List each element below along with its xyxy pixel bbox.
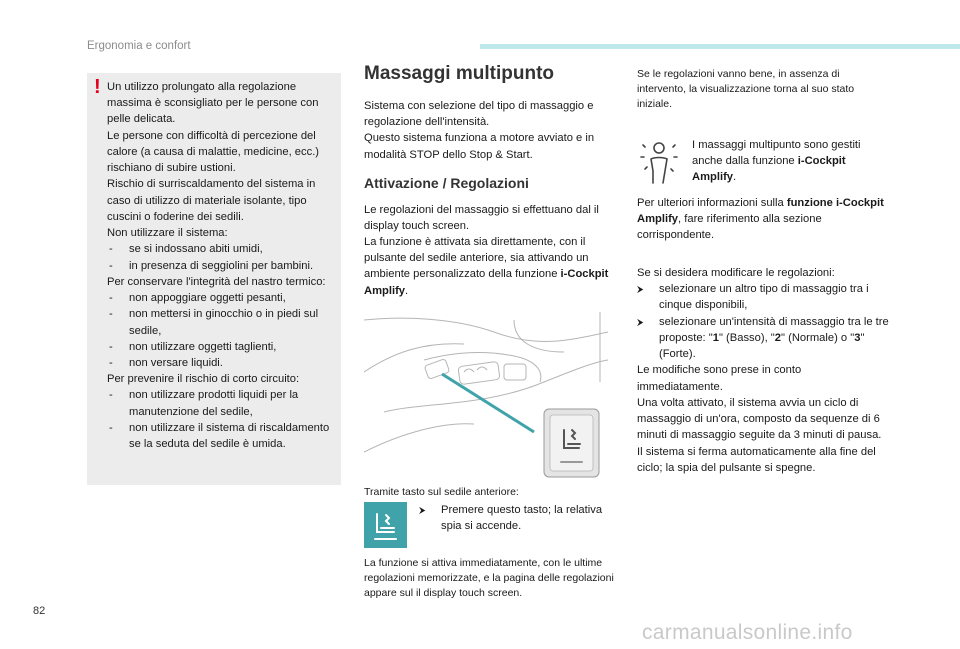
body-paragraph: Il sistema si ferma automaticamente alla fine del ciclo; la spia del pulsante si spegne.: [637, 445, 876, 474]
seat-button-illustration: [364, 312, 608, 480]
header-accent-bar: [480, 44, 960, 49]
intro-paragraph: Questo sistema funziona a motore avviato e in modalità STOP dello Stop & Start.: [364, 132, 595, 161]
illustration-caption: Tramite tasto sul sedile anteriore:: [364, 486, 519, 498]
body-paragraph: [364, 234, 609, 299]
text-span: .: [405, 284, 409, 297]
press-step-row: [364, 502, 609, 550]
text-span: selezionare un'intensità di massaggio tra le tre proposte: ": [659, 315, 889, 344]
list-item: - non versare liquidi.: [107, 355, 333, 371]
watermark: carmanualsonline.info: [642, 621, 853, 644]
warning-paragraph: Per conservare l'integrità del nastro termico:: [107, 275, 326, 288]
list-item: ⮞ selezionare un altro tipo di massaggio tra i cinque disponibili,: [637, 281, 889, 313]
intensity-value: 1: [712, 331, 719, 344]
page-number: 82: [33, 605, 46, 617]
body-paragraph: Le modifiche sono prese in conto immediatamente.: [637, 364, 802, 393]
text-span: I massaggi multipunto sono gestiti anche dalla funzione: [692, 139, 861, 168]
middle-column: [364, 63, 609, 299]
activation-note: La funzione si attiva immediatamente, con le ultime regolazioni memorizzate, e la pagina delle regolazioni appare sul il display touch screen.: [364, 557, 614, 600]
list-item: - se si indossano abiti umidi,: [107, 241, 333, 257]
warning-exclamation-icon: !: [94, 76, 101, 98]
list-item: - non utilizzare prodotti liquidi per la manutenzione del sedile,: [107, 387, 333, 419]
info-block: [637, 195, 887, 252]
warning-list: [107, 241, 333, 273]
list-item: - non utilizzare il sistema di riscaldamento se la seduta del sedile è umida.: [107, 420, 333, 452]
intensity-value: 3: [854, 331, 861, 344]
settings-block: [637, 265, 889, 476]
list-item: - non appoggiare oggetti pesanti,: [107, 290, 333, 306]
list-item: - non mettersi in ginocchio o in piedi sul sedile,: [107, 306, 333, 338]
right-column: [637, 67, 889, 474]
amplify-note: [692, 137, 887, 186]
page-title: Massaggi multipunto: [364, 63, 554, 84]
feature-name: funzione i-Cockpit Amplify: [637, 197, 884, 226]
warning-intro: Un utilizzo prolungato alla regolazione massima è sconsigliato per le persone con pelle delicata.: [107, 81, 319, 126]
warning-list: [107, 387, 333, 452]
text-span: " (Normale) o ": [781, 331, 855, 344]
i-cockpit-amplify-icon: [637, 137, 681, 187]
warning-list: [107, 290, 333, 371]
section-title: Ergonomia e confort: [87, 40, 191, 52]
step-list: [419, 502, 609, 534]
text-span: " (Forte).: [659, 331, 865, 361]
feature-name: i-Cockpit Amplify: [364, 268, 609, 297]
list-item: - non utilizzare oggetti taglienti,: [107, 339, 333, 355]
body-paragraph: Una volta attivato, il sistema avvia un ciclo di massaggio di un'ora, composto da sequenze di 6 minuti di massaggio seguite da 3 minuti di pausa.: [637, 396, 882, 442]
warning-paragraph: Non utilizzare il sistema:: [107, 227, 228, 240]
seat-massage-icon: [364, 502, 407, 548]
intensity-value: 2: [774, 331, 782, 344]
list-item: ⮞ Premere questo tasto; la relativa spia si accende.: [419, 502, 609, 534]
text-span: .: [733, 171, 737, 184]
body-paragraph: Le regolazioni del massaggio si effettuano dal il display touch screen.: [364, 203, 599, 232]
text-span: Per ulteriori informazioni sulla: [637, 197, 784, 209]
warning-box: [87, 73, 341, 485]
step-list: [637, 281, 889, 362]
body-paragraph: Se le regolazioni vanno bene, in assenza di intervento, la visualizzazione torna al suo stato iniziale.: [637, 68, 855, 111]
warning-paragraph: Le persone con difficoltà di percezione del calore (a causa di malattie, medicine, ecc.) rischiano di subire ustioni.: [107, 129, 320, 175]
body-paragraph: [637, 195, 887, 244]
section-heading: Attivazione / Regolazioni: [364, 174, 529, 191]
intro-paragraph: Sistema con selezione del tipo di massaggio e regolazione dell'intensità.: [364, 99, 594, 129]
list-item: - in presenza di seggiolini per bambini.: [107, 258, 333, 274]
text-span: , fare riferimento alla sezione corrispondente.: [637, 213, 822, 242]
text-span: La funzione è attivata sia direttamente, con il pulsante del sedile anteriore, sia attivando un ambiente personalizzato della funzione: [364, 236, 589, 281]
feature-name: i-Cockpit Amplify: [692, 155, 846, 184]
warning-paragraph: Rischio di surriscaldamento del sistema in caso di utilizzo di materiale isolante, tipo cuscini o foderine dei sedili.: [107, 178, 316, 223]
list-item: [637, 314, 889, 363]
text-span: " (Basso), ": [718, 331, 775, 344]
seat-massage-button: [364, 502, 407, 548]
body-paragraph: Se si desidera modificare le regolazioni:: [637, 267, 835, 279]
press-step-text: [419, 502, 609, 534]
warning-paragraph: Per prevenire il rischio di corto circuito:: [107, 373, 300, 386]
